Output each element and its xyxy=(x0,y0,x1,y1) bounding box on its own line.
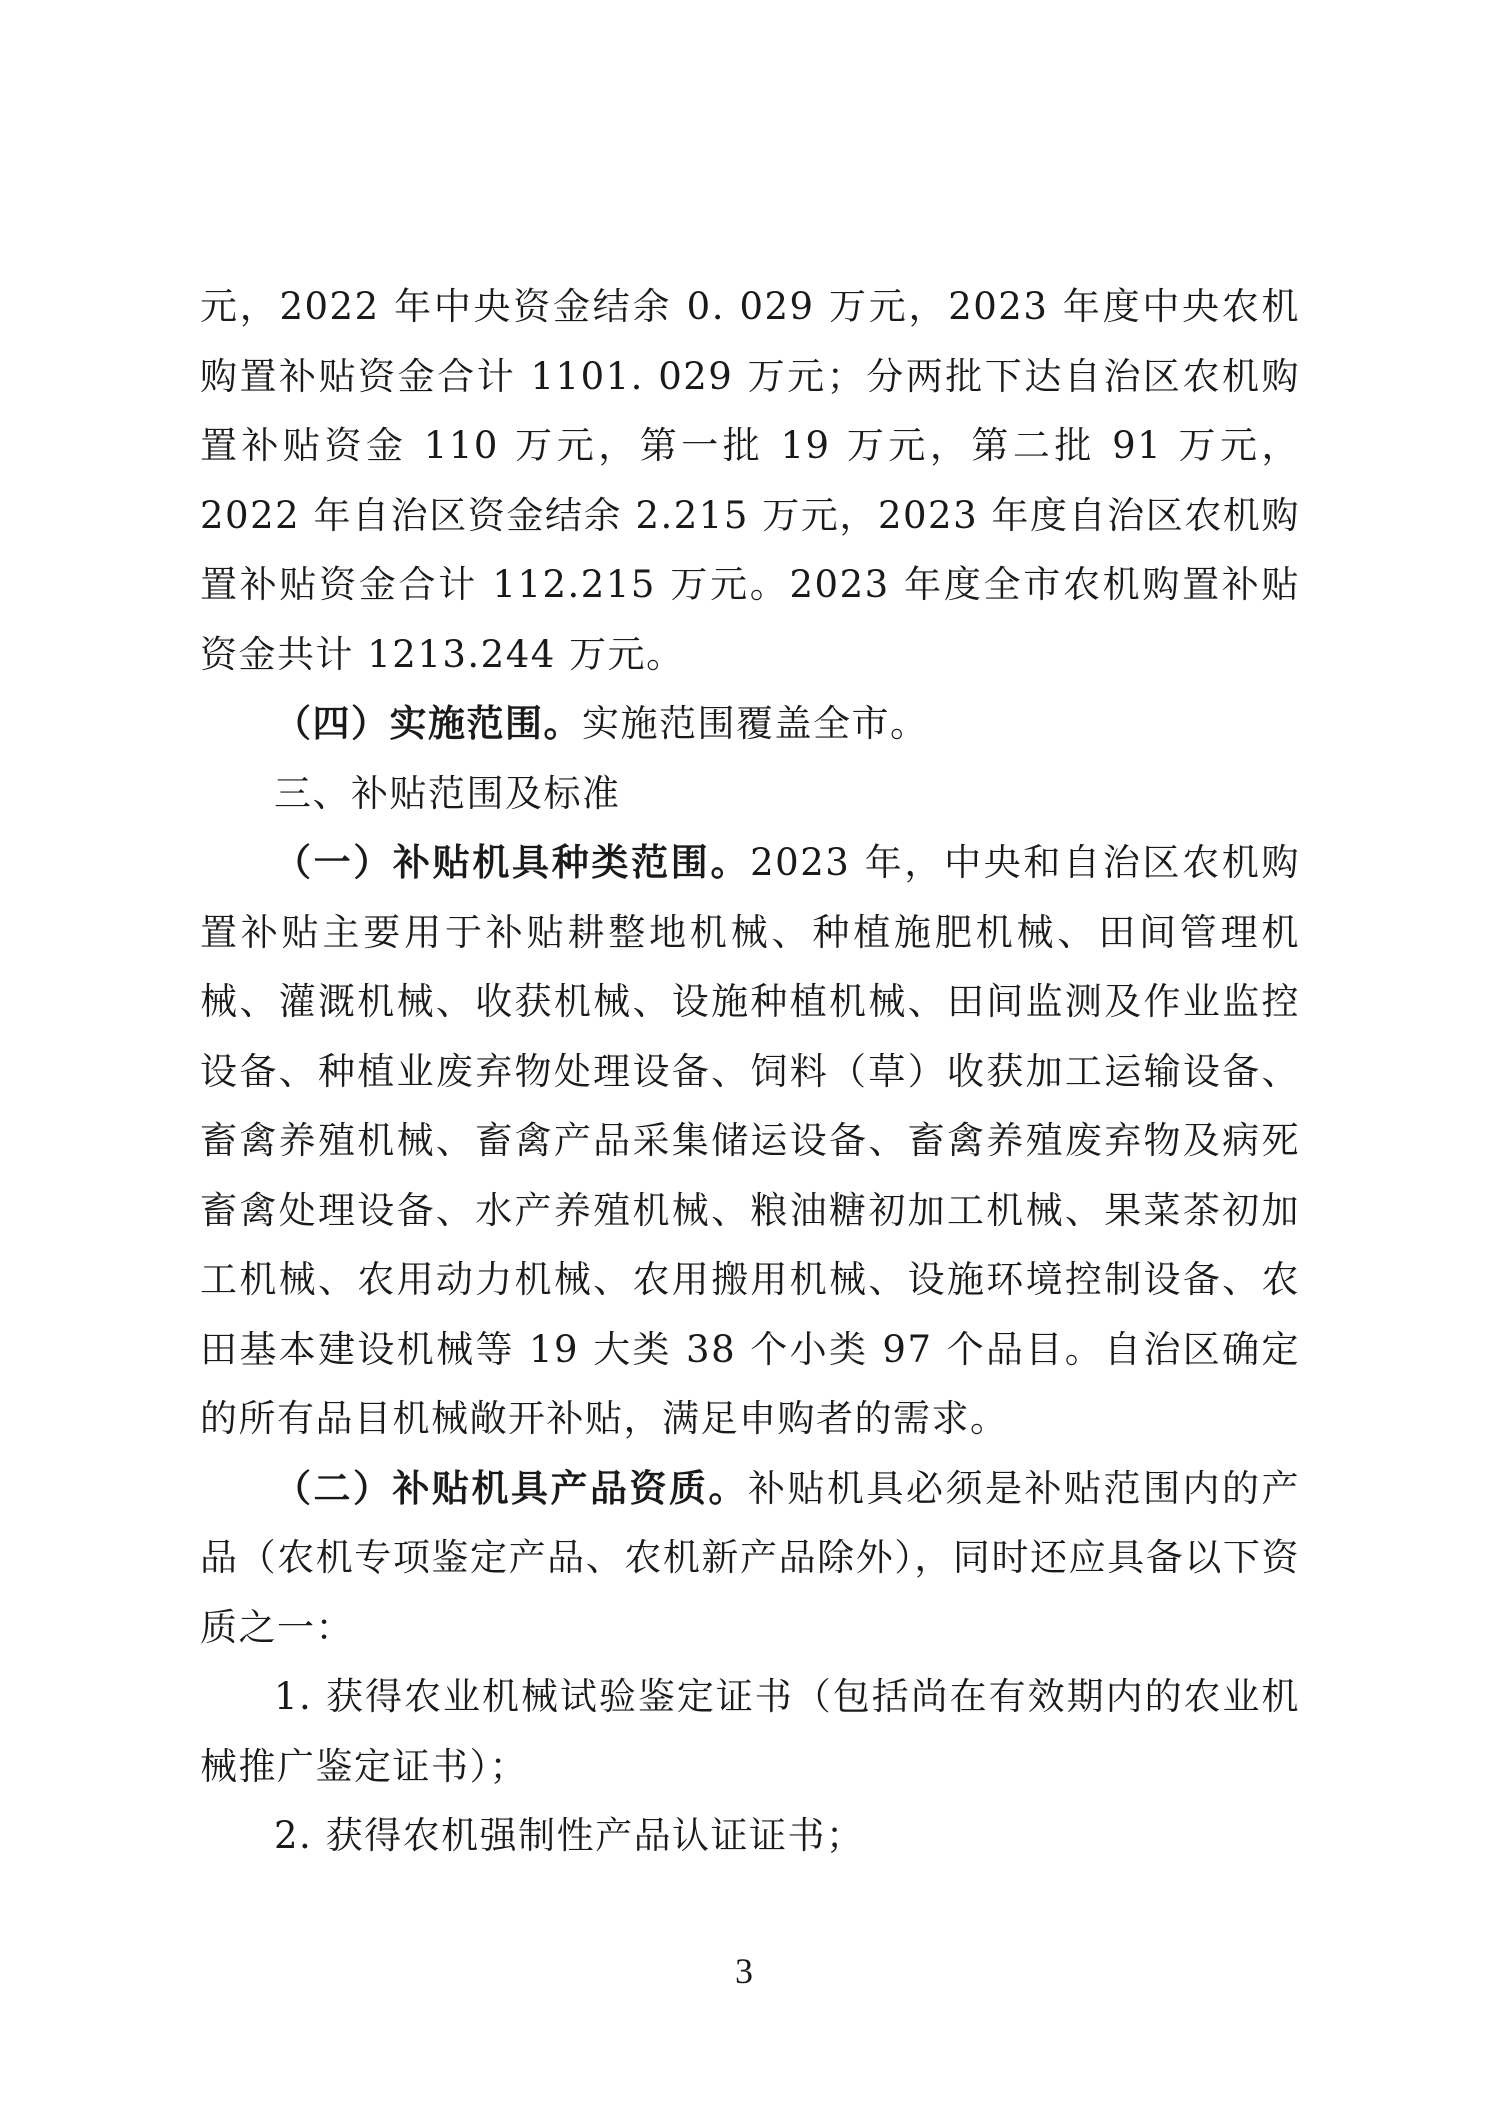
paragraph-text: 2023 年，中央和自治区农机购置补贴主要用于补贴耕整地机械、种植施肥机械、田间管理机械、灌溉机械、收获机械、设施种植机械、田间监测及作业监控设备、种植业废弃物处理设备、饲料（草）收获加工运输设备、畜禽养殖机械、畜禽产品采集储运设备、畜禽养殖废弃物及病死畜禽处理设备、水产养殖机械、粮油糖初加工机械、果菜茶初加工机械、农用动力机械、农用搬用机械、设施环境控制设备、农田基本建设机械等 19 大类 38 个小类 97 个品目。自治区确定的所有品目机械敞开补贴，满足申购者的需求。 xyxy=(200,841,1300,1440)
paragraph-text: 补贴机具必须是补贴范围内的产品（农机专项鉴定产品、农机新产品除外），同时还应具备以下资质之一： xyxy=(200,1466,1300,1649)
paragraph-text: 元，2022 年中央资金结余 0. 029 万元，2023 年度中央农机购置补贴资金合计 1101. 029 万元；分两批下达自治区农机购置补贴资金 110 万元，第一批 19 万元，第二批 91 万元，2022 年自治区资金结余 2.215 万元，2023 年度自治区农机购置补贴资金合计 112.215 万元。2023 年度全市农机购置补贴资金共计 1213.244 万元。 xyxy=(200,285,1300,676)
section-lead-machinery-types: （一）补贴机具种类范围。 xyxy=(274,840,751,884)
paragraph-funding-summary xyxy=(200,272,1300,689)
paragraph-product-qualification xyxy=(200,1454,1300,1663)
paragraph-machinery-types xyxy=(200,828,1300,1454)
list-item-text: 1. 获得农业机械试验鉴定证书（包括尚在有效期内的农业机械推广鉴定证书）； xyxy=(200,1675,1300,1788)
section-lead-product-qualification: （二）补贴机具产品资质。 xyxy=(274,1465,748,1510)
heading-text: 三、补贴范围及标准 xyxy=(274,771,621,815)
section-heading-subsidy-scope xyxy=(200,759,1300,829)
section-lead-implementation-scope: （四）实施范围。 xyxy=(274,701,582,745)
document-body xyxy=(200,272,1300,1871)
list-item-certificate-1 xyxy=(200,1662,1300,1801)
paragraph-implementation-scope xyxy=(200,689,1300,759)
list-item-certificate-2 xyxy=(200,1801,1300,1871)
page-number: 3 xyxy=(735,1951,753,1991)
paragraph-text: 实施范围覆盖全市。 xyxy=(582,702,929,745)
list-item-text: 2. 获得农机强制性产品认证证书； xyxy=(274,1814,865,1857)
